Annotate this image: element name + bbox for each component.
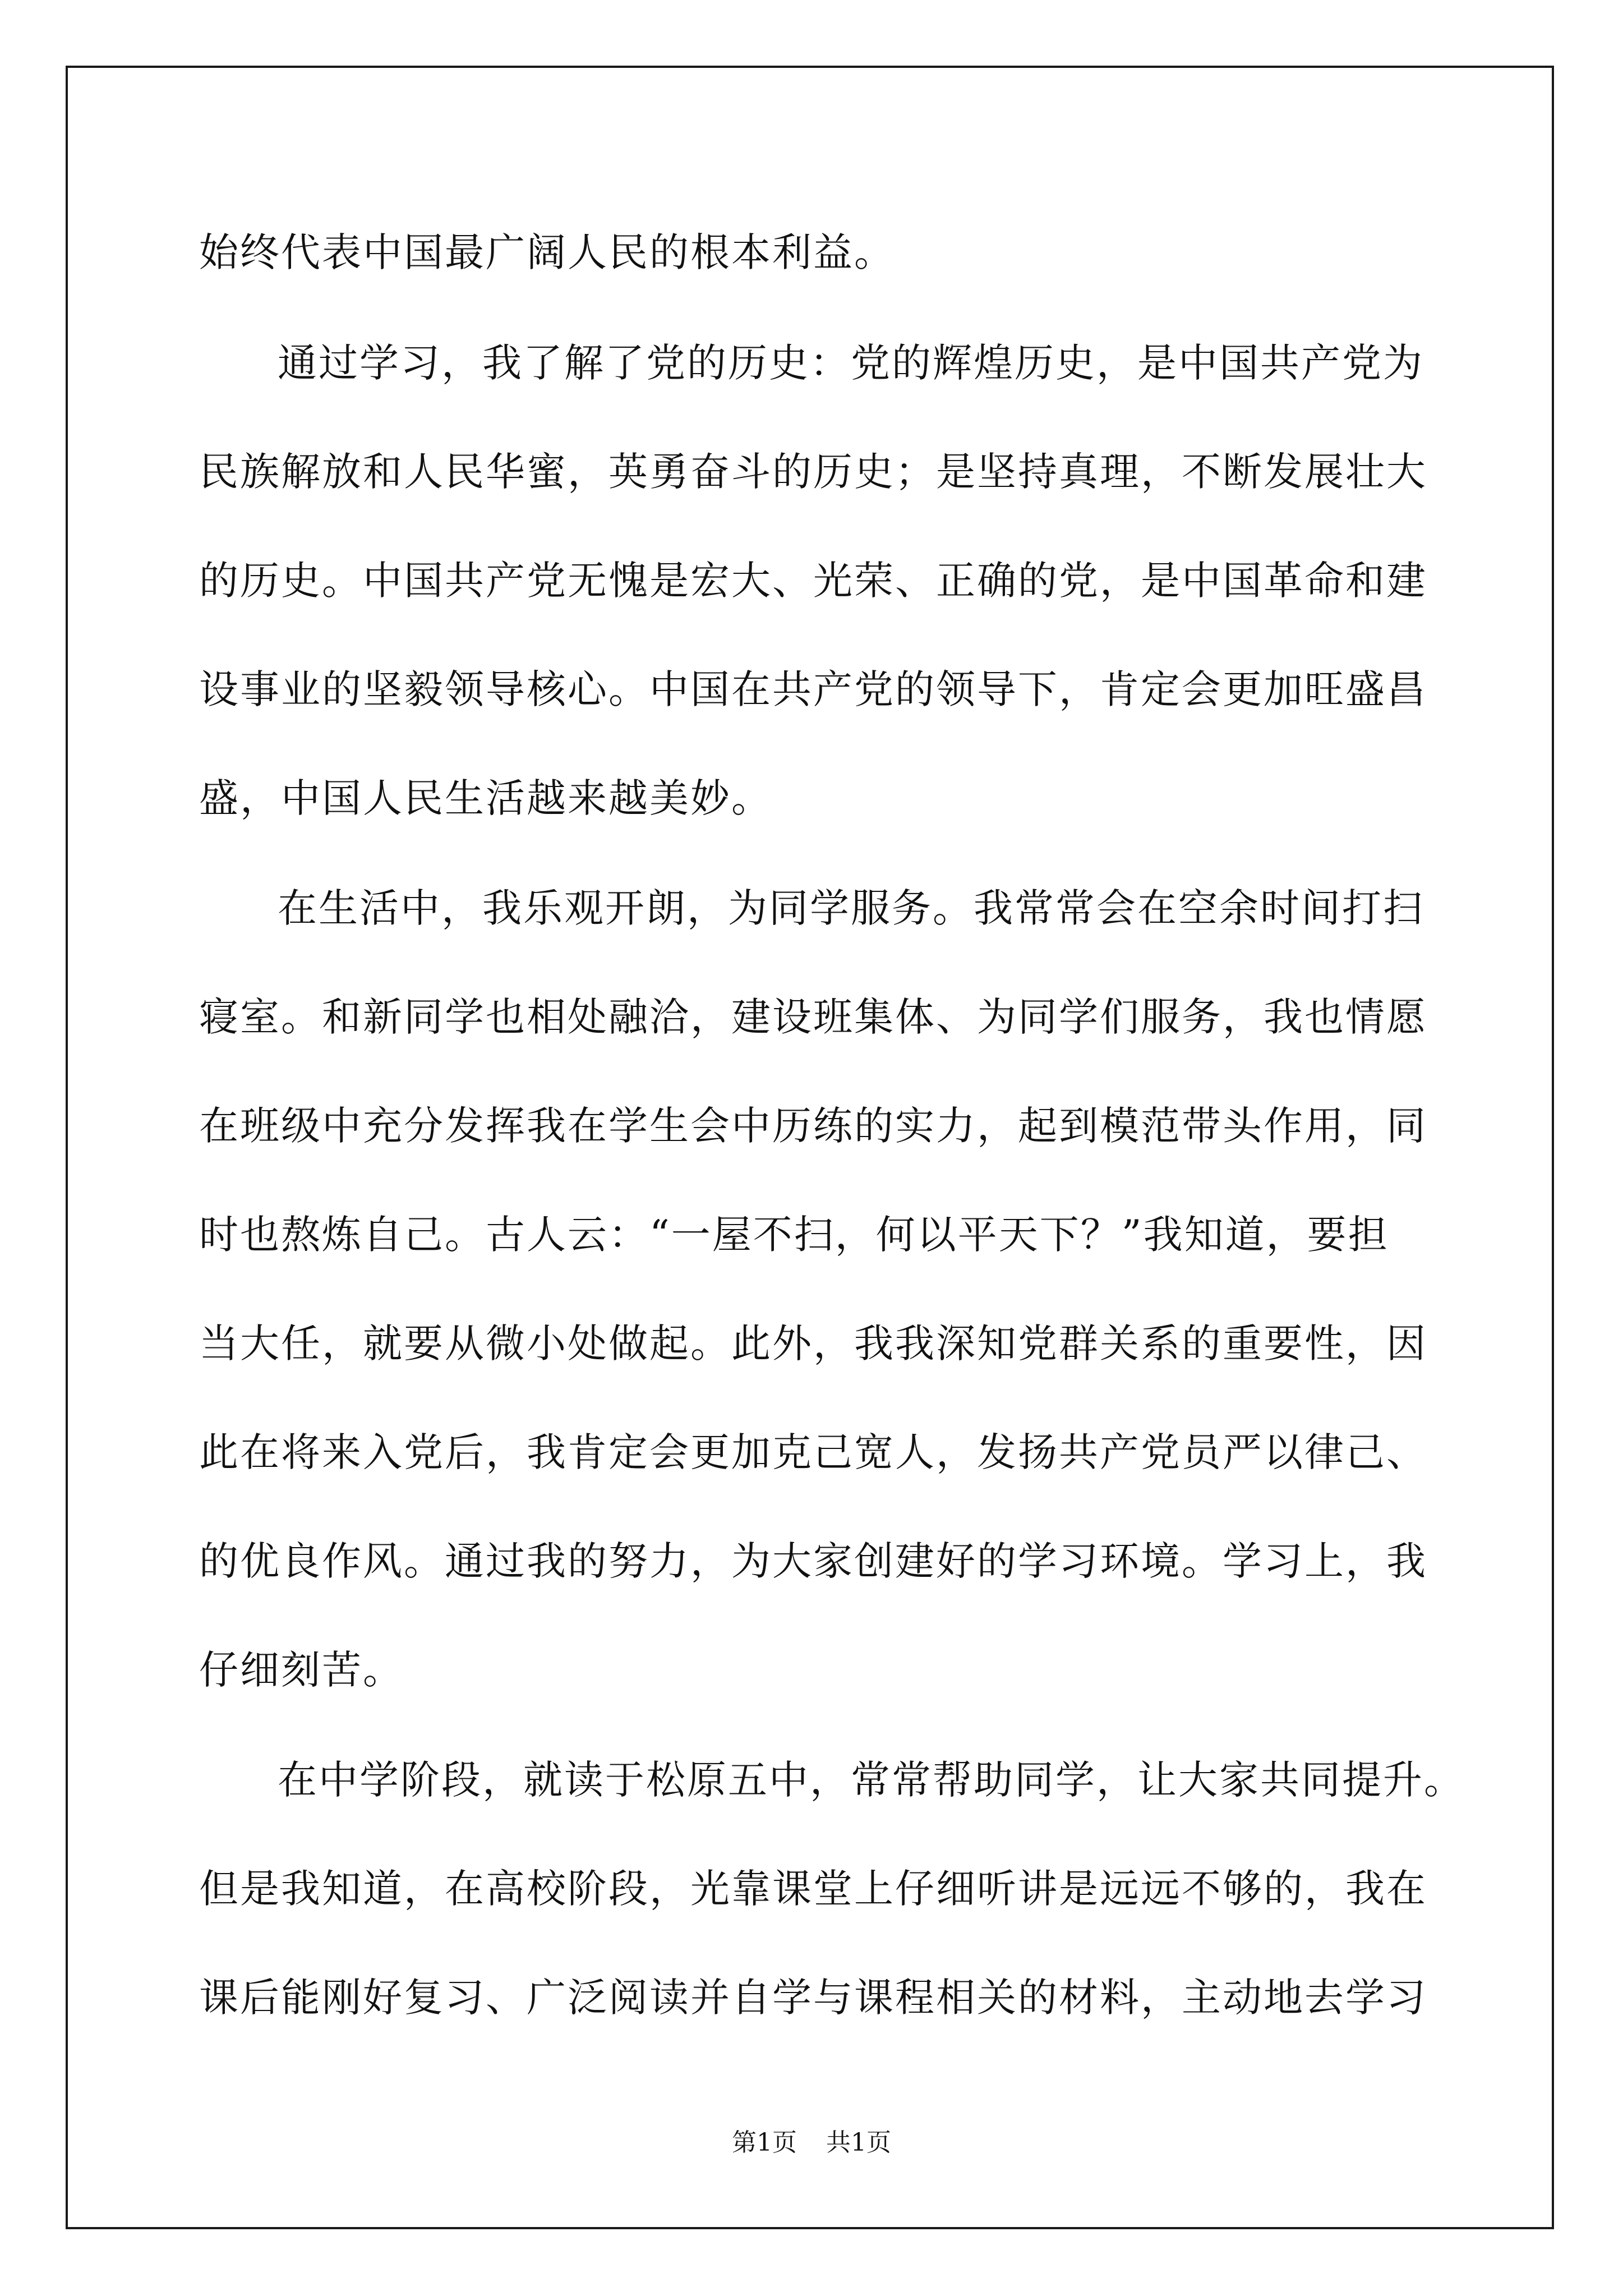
text-line: 的历史。中国共产党无愧是宏大、光荣、正确的党，是中国革命和建: [199, 558, 1427, 604]
text-line: 课后能刚好复习、广泛阅读并自学与课程相关的材料，主动地去学习: [199, 1975, 1427, 2021]
page-footer: [0, 2128, 1623, 2157]
text-line: 当大任，就要从微小处做起。此外，我我深知党群关系的重要性，因: [199, 1320, 1427, 1366]
text-line: 设事业的坚毅领导核心。中国在共产党的领导下，肯定会更加旺盛昌: [199, 666, 1427, 712]
text-line: 盛，中国人民生活越来越美妙。: [199, 775, 772, 821]
text-line: 时也熬炼自己。古人云：“一屋不扫，何以平天下？”我知道，要担: [199, 1212, 1389, 1258]
text-line: 的优良作风。通过我的努力，为大家创建好的学习环境。学习上，我: [199, 1538, 1427, 1584]
text-line: 仔细刻苦。: [199, 1647, 404, 1693]
text-line: 民族解放和人民华蜜，英勇奋斗的历史；是坚持真理，不断发展壮大: [199, 449, 1427, 495]
text-line: 此在将来入党后，我肯定会更加克己宽人，发扬共产党员严以律己、: [199, 1429, 1427, 1475]
page-count: 共1页: [826, 2128, 891, 2157]
text-line: 寝室。和新同学也相处融洽，建设班集体、为同学们服务，我也情愿: [199, 994, 1427, 1040]
paragraph-start-line: 通过学习，我了解了党的历史：党的辉煌历史，是中国共产党为: [278, 340, 1424, 386]
text-line: 但是我知道，在高校阶段，光靠课堂上仔细听讲是远远不够的，我在: [199, 1866, 1427, 1912]
paragraph-start-line: 在中学阶段，就读于松原五中，常常帮助同学，让大家共同提升。: [278, 1757, 1465, 1803]
text-line: 始终代表中国最广阔人民的根本利益。: [199, 229, 895, 275]
text-line: 在班级中充分发挥我在学生会中历练的实力，起到模范带头作用，同: [199, 1103, 1427, 1149]
page-number: 第1页: [732, 2128, 797, 2157]
paragraph-start-line: 在生活中，我乐观开朗，为同学服务。我常常会在空余时间打扫: [278, 885, 1424, 931]
